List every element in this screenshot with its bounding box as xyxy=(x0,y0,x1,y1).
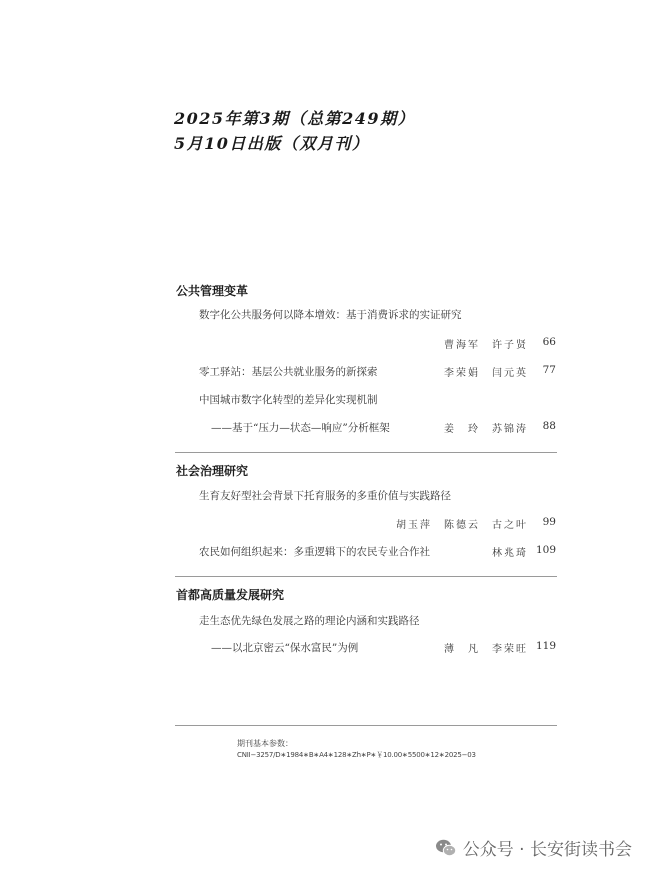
article-authors: 姜 玲 苏锦涛 xyxy=(444,424,528,435)
article-authors: 曹海军 许子贤 xyxy=(444,340,528,351)
article-title: 生育友好型社会背景下托育服务的多重价值与实践路径 xyxy=(199,490,451,502)
footer-divider xyxy=(175,725,557,726)
article-authors: 李荣娟 闫元英 xyxy=(444,368,528,379)
article-title: 中国城市数字化转型的差异化实现机制 xyxy=(199,394,378,406)
article-title: 农民如何组织起来：多重逻辑下的农民专业合作社 xyxy=(199,546,430,558)
section-heading: 社会治理研究 xyxy=(176,464,249,478)
article-title: 数字化公共服务何以降本增效：基于消费诉求的实证研究 xyxy=(199,309,462,321)
article-authors: 薄 凡 李荣旺 xyxy=(444,644,528,655)
wechat-icon xyxy=(435,838,457,858)
section-divider xyxy=(175,452,557,453)
section-heading: 首都高质量发展研究 xyxy=(176,588,285,602)
watermark xyxy=(435,835,632,860)
issue-date: 5月10日出版（双月刊） xyxy=(174,134,370,153)
params-value: CNII−3257/D∗1984∗B∗A4∗128∗Zh∗P∗￥10.00∗5500∗12∗2025−03 xyxy=(237,751,476,759)
article-page: 66 xyxy=(542,336,556,348)
article-title: 走生态优先绿色发展之路的理论内涵和实践路径 xyxy=(199,615,420,627)
article-subtitle: ——基于“压力—状态—响应”分析框架 xyxy=(211,422,390,434)
article-authors: 胡玉萍 陈德云 古之叶 xyxy=(396,520,528,531)
section-heading: 公共管理变革 xyxy=(176,284,249,298)
article-title: 零工驿站：基层公共就业服务的新探索 xyxy=(199,366,378,378)
section-divider xyxy=(175,576,557,577)
issue-number: 2025年第3期（总第249期） xyxy=(174,109,416,128)
watermark-text: 公众号 · 长安街读书会 xyxy=(462,840,632,860)
article-page: 88 xyxy=(542,420,556,432)
article-page: 99 xyxy=(542,516,556,528)
article-page: 119 xyxy=(535,640,556,652)
article-page: 77 xyxy=(542,364,556,376)
article-subtitle: ——以北京密云“保水富民”为例 xyxy=(211,642,359,654)
article-authors: 林兆琦 xyxy=(492,548,528,559)
article-page: 109 xyxy=(535,544,556,556)
params-label: 期刊基本参数： xyxy=(237,739,293,748)
